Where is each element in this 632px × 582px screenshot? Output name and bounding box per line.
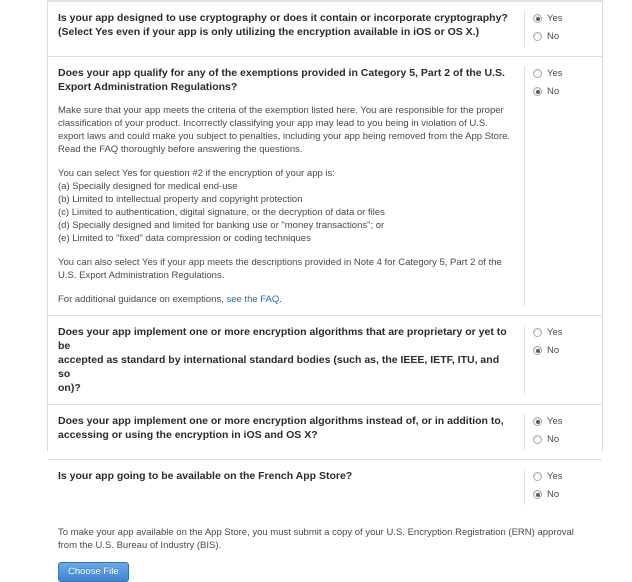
question-row-1 — [48, 2, 602, 57]
form-content — [48, 2, 602, 577]
question-4-option-yes[interactable] — [533, 414, 602, 429]
question-2-title-line2: Export Administration Regulations? — [58, 81, 238, 93]
question-1-title-line1: Is your app designed to use cryptography or does it contain or incorporate cryptography? — [58, 12, 508, 24]
question-1-answers — [524, 11, 602, 47]
question-1-option-yes[interactable] — [533, 11, 602, 26]
question-5-title — [58, 469, 512, 483]
question-2-list-item-c: (c) Limited to authentication, digital signature, or the decryption of data or files — [58, 207, 385, 218]
question-row-5 — [48, 460, 602, 514]
question-3-text — [48, 325, 524, 395]
question-5-title-line1: Is your app going to be available on the French App Store? — [58, 470, 353, 482]
question-2-text — [48, 66, 524, 306]
question-4-title — [58, 414, 512, 442]
question-4-option-yes-label: Yes — [547, 415, 563, 427]
question-4-title-line2: accessing or using the encryption in iOS and OS X? — [58, 429, 318, 441]
question-5-option-no-label: No — [547, 488, 560, 500]
left-gutter — [0, 0, 48, 451]
question-1-option-yes-label: Yes — [547, 12, 563, 24]
question-3-option-yes-label: Yes — [547, 326, 563, 338]
question-4-title-line1: Does your app implement one or more encryption algorithms instead of, or in addition to, — [58, 415, 504, 427]
radio-icon[interactable] — [533, 417, 542, 426]
radio-icon[interactable] — [533, 346, 542, 355]
question-2-list-intro: You can select Yes for question #2 if the encryption of your app is: — [58, 168, 335, 179]
question-3-answers — [524, 325, 602, 395]
question-2-answers — [524, 66, 602, 306]
question-3-option-yes[interactable] — [533, 325, 602, 340]
radio-icon[interactable] — [533, 435, 542, 444]
question-row-4 — [48, 405, 602, 460]
question-3-title — [58, 325, 512, 395]
question-2-guidance-suffix: . — [279, 294, 282, 305]
question-2-list-item-d: (d) Specially designed and limited for banking use or "money transactions"; or — [58, 220, 385, 231]
question-1-option-no[interactable] — [533, 29, 602, 44]
question-2-paragraph-3 — [58, 293, 512, 306]
question-row-2 — [48, 57, 602, 316]
question-2-title — [58, 66, 512, 94]
question-4-option-no-label: No — [547, 433, 560, 445]
question-2-exemption-list — [58, 167, 512, 245]
right-gutter — [602, 0, 632, 451]
question-4-answers — [524, 414, 602, 450]
question-1-text — [48, 11, 524, 39]
question-1-title-line2: (Select Yes even if your app is only utilizing the encryption available in iOS or OS X.) — [58, 26, 480, 38]
radio-icon[interactable] — [533, 87, 542, 96]
question-2-paragraph-1: Make sure that your app meets the criteria of the exemption listed here. You are responsible for the proper classification of your product. Incorrectly classifying your app may lead to you being in violation of U.S. export laws and could make you subject to penalties, including your app being removed from the App Store. Read the FAQ thoroughly before answering the questions. — [58, 105, 511, 155]
question-2-list-item-b: (b) Limited to intellectual property and copyright protection — [58, 194, 303, 205]
radio-icon[interactable] — [533, 328, 542, 337]
radio-icon[interactable] — [533, 472, 542, 481]
question-2-option-no-label: No — [547, 85, 560, 97]
question-4-option-no[interactable] — [533, 432, 602, 447]
question-2-body — [58, 104, 512, 306]
question-5-option-yes[interactable] — [533, 469, 602, 484]
question-2-option-no[interactable] — [533, 84, 602, 99]
question-2-guidance-prefix: For additional guidance on exemptions, — [58, 294, 227, 305]
question-row-3 — [48, 316, 602, 405]
question-5-answers — [524, 469, 602, 505]
question-3-title-line2: accepted as standard by international standard bodies (such as, the IEEE, IETF, ITU, and so — [58, 354, 500, 380]
question-2-paragraph-2: You can also select Yes if your app meets the descriptions provided in Note 4 for Category 5, Part 2 of the U.S. Export Administration Regulations. — [58, 257, 502, 281]
question-4-text — [48, 414, 524, 442]
question-3-option-no-label: No — [547, 344, 560, 356]
question-5-option-no[interactable] — [533, 487, 602, 502]
question-1-title — [58, 11, 512, 39]
question-5-option-yes-label: Yes — [547, 470, 563, 482]
footer-section — [48, 514, 602, 582]
radio-icon[interactable] — [533, 14, 542, 23]
radio-icon[interactable] — [533, 490, 542, 499]
radio-icon[interactable] — [533, 69, 542, 78]
question-5-text — [48, 469, 524, 483]
question-2-option-yes-label: Yes — [547, 67, 563, 79]
faq-link[interactable]: see the FAQ — [226, 294, 280, 305]
question-2-list-item-e: (e) Limited to "fixed" data compression or coding techniques — [58, 233, 311, 244]
question-3-option-no[interactable] — [533, 343, 602, 358]
question-3-title-line1: Does your app implement one or more encryption algorithms that are proprietary or yet to be — [58, 326, 507, 352]
question-3-title-line3: on)? — [58, 382, 81, 394]
choose-file-button[interactable]: Choose File — [58, 562, 129, 582]
footer-note: To make your app available on the App Store, you must submit a copy of your U.S. Encryption Registration (ERN) approval from the U.S. Bureau of Industry (BIS). — [58, 527, 574, 551]
radio-icon[interactable] — [533, 32, 542, 41]
question-2-title-line1: Does your app qualify for any of the exemptions provided in Category 5, Part 2 of the U.S. — [58, 67, 505, 79]
question-1-option-no-label: No — [547, 30, 560, 42]
question-2-option-yes[interactable] — [533, 66, 602, 81]
question-2-list-item-a: (a) Specially designed for medical end-use — [58, 181, 238, 192]
